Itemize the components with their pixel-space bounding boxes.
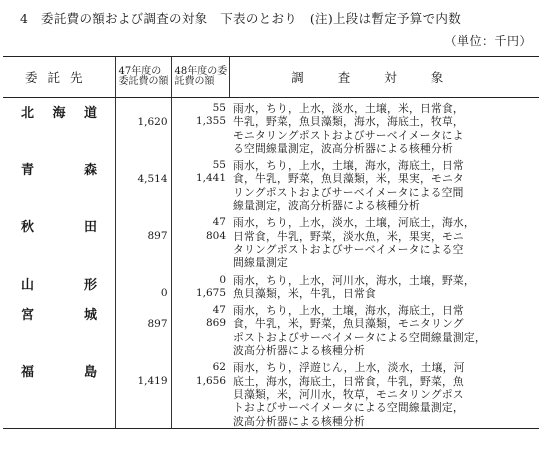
subcontractor-name-char: 福 [21,365,35,381]
survey-target-line: る空間線量測定，波高分析器による核種分析 [233,141,453,155]
header-prev-year: 47年度の委託費の額 [115,57,171,98]
subcontractor-name-char: 森 [83,163,97,179]
subcontractor-name-char: 北 [21,106,35,121]
table-row [3,357,539,428]
subcontractor-cell [3,270,115,301]
cur-year-amount: 1,656 [195,374,226,387]
cur-year-cell [171,98,229,156]
cur-year-provisional-amount: 47 [212,216,226,229]
prev-year-cell [115,300,171,357]
prev-year-cell [115,155,171,212]
cur-year-cell [171,357,229,428]
survey-target-line: 底土，海水，海底土，日常食，牛乳，野菜，魚 [233,374,464,388]
prev-year-amount: 0 [160,287,168,300]
subcontractor-cell [3,212,115,269]
subcontractor-cell [3,357,115,428]
cur-year-provisional-amount: 55 [212,102,226,114]
survey-target-line: トおよびサーベイメータによる空間線量測定， [233,401,464,415]
survey-target-line: 波高分析器による核種分析 [233,344,365,358]
cur-year-amount: 1,675 [195,286,226,299]
subcontractor-name-char: 城 [83,308,97,324]
subcontractor-name-char: 青 [21,163,35,179]
cur-year-amount: 804 [205,229,226,242]
survey-target-line: 雨水，ちり，上水，河川水，海水，土壌，野菜， [233,273,475,287]
subcontractor-name [21,304,97,323]
prev-year-amount: 897 [147,317,168,330]
table-row [3,300,539,357]
prev-year-amount: 1,620 [137,115,168,128]
survey-target-line: 魚貝藻類，米，牛乳，日常食 [233,286,376,300]
section-title: 4 委託費の額および調査の対象 下表のとおり (注)上段は暫定予算で内数 [20,11,462,26]
survey-target-line: ポストおよびサーベイメータによる空間線量測定， [233,330,486,344]
survey-target-line: 牛乳，野菜，魚貝藻類，海水，海底土，牧草， [233,115,464,129]
survey-target-line: タリングポストおよびサーベイメータによる空 [233,242,464,256]
prev-year-amount: 4,514 [137,172,168,185]
subcontractor-name [21,216,97,235]
subcontractor-name-char: 宮 [21,308,35,324]
survey-target-line: 波高分析器による核種分析 [233,414,365,428]
table-row [3,98,539,156]
survey-target-line: 日常食，牛乳，野菜，淡水魚，米，果実，モニ [233,229,464,243]
cur-year-amount: 1,441 [195,172,226,185]
survey-target-line: 雨水，ちり，上水，淡水，土壌，河底土，海水， [233,216,475,230]
survey-target-line: リングポストおよびサーベイメータによる空間 [233,185,464,199]
subcontractor-name-char: 島 [83,365,97,381]
survey-target-cell [229,98,539,156]
table-row [3,212,539,269]
survey-target-line: モニタリングポストおよびサーベイメータによ [233,128,464,142]
prev-year-amount: 897 [147,229,168,242]
prev-year-cell [115,98,171,156]
survey-target-cell [229,357,539,428]
survey-target-cell [229,270,539,301]
prev-year-cell [115,357,171,428]
subcontractor-name [21,361,97,380]
prev-year-cell [115,212,171,269]
cur-year-amount: 869 [205,317,226,330]
survey-target-cell [229,212,539,269]
table-header-row [3,57,539,98]
prev-year-amount: 1,419 [137,374,168,387]
subcontractor-name [21,159,97,178]
survey-target-line: 間線量測定 [233,256,288,270]
subcontractor-cell [3,98,115,156]
subcontractor-name-char: 田 [83,220,97,236]
cur-year-amount: 1,355 [195,115,226,128]
survey-target-line: 貝藻類，米，河川水，牧草，モニタリングポス [233,387,464,401]
survey-target-cell [229,300,539,357]
header-cur-year: 48年度の委託費の額 [171,57,229,98]
table-row [3,270,539,301]
survey-target-line: 雨水，ちり，上水，土壌，海水，海底土，日常 [233,304,464,318]
header-target: 調査対象 [229,57,539,98]
budget-table [3,56,539,429]
cur-year-cell [171,155,229,212]
subcontractor-cell [3,155,115,212]
unit-note: （単位：千円） [444,34,532,48]
subcontractor-name-char: 海 [52,106,66,121]
survey-target-line: 雨水，ちり，上水，土壌，海水，海底土，日常 [233,159,464,173]
cur-year-provisional-amount: 47 [212,304,226,317]
survey-target-line: 雨水，ちり，上水，淡水，土壌，米，日常食， [233,102,464,115]
cur-year-provisional-amount: 55 [212,159,226,172]
survey-target-line: 雨水，ちり，浮遊じん，上水，淡水，土壌，河 [233,361,465,375]
cur-year-cell [171,270,229,301]
subcontractor-cell [3,300,115,357]
header-subcontractor: 委託先 [3,57,115,98]
subcontractor-name-char: 山 [21,277,35,293]
survey-target-line: 食，牛乳，米，野菜，魚貝藻類，モニタリング [233,317,464,331]
survey-target-line: 食，牛乳，野菜，魚貝藻類，米，果実，モニタ [233,172,464,186]
cur-year-cell [171,300,229,357]
survey-target-cell [229,155,539,212]
prev-year-cell [115,270,171,301]
table-row [3,155,539,212]
survey-target-line: 線量測定，波高分析器による核種分析 [233,199,420,213]
subcontractor-name [21,102,97,121]
subcontractor-name [21,274,97,293]
cur-year-cell [171,212,229,269]
cur-year-provisional-amount: 62 [212,361,226,374]
subcontractor-name-char: 道 [83,106,97,121]
cur-year-provisional-amount: 0 [219,273,226,286]
subcontractor-name-char: 秋 [21,220,35,236]
subcontractor-name-char: 形 [83,277,97,293]
